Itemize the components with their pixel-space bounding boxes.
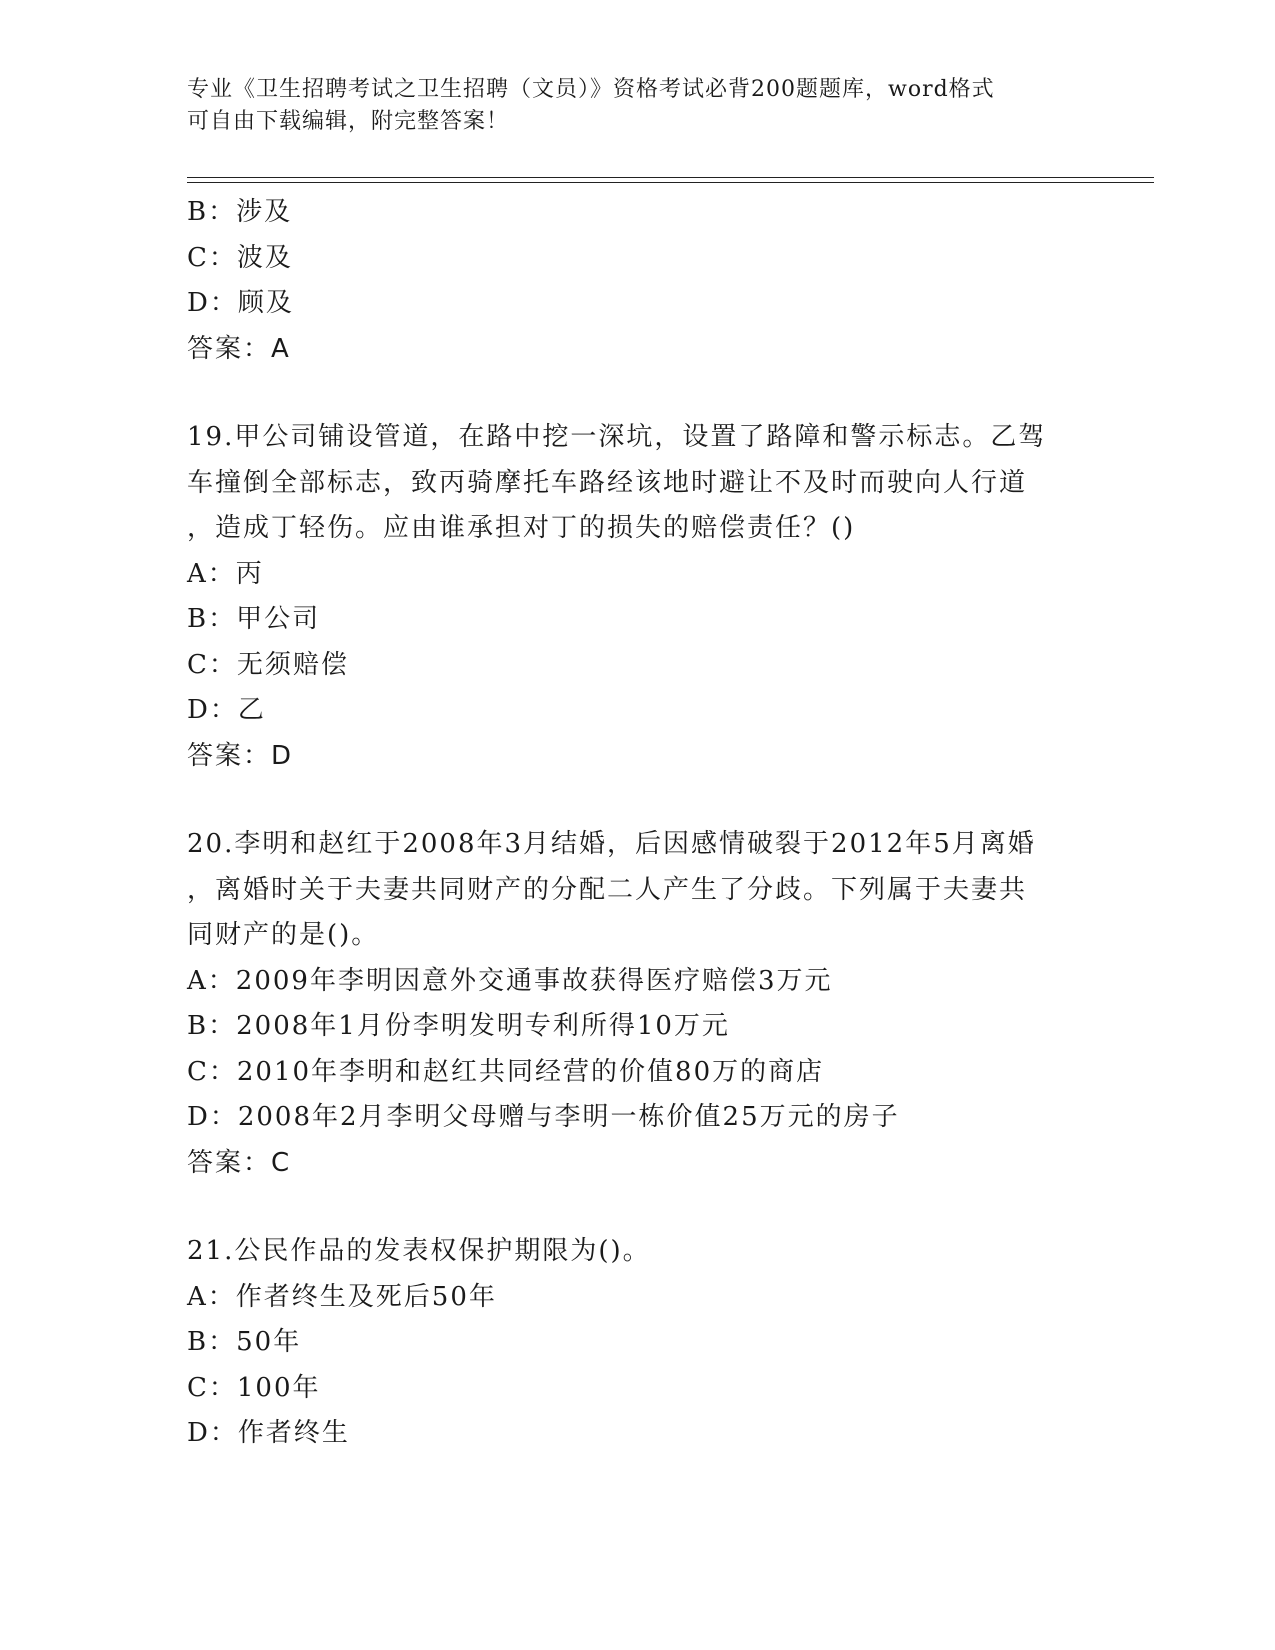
option-a: A：丙	[187, 558, 264, 589]
answer-line: 答案：D	[187, 740, 294, 771]
question-stem-line: 20.李明和赵红于2008年3月结婚，后因感情破裂于2012年5月离婚	[187, 829, 1036, 859]
option-c: C：2010年李明和赵红共同经营的价值80万的商店	[187, 1056, 825, 1087]
option-d: D：2008年2月李明父母赠与李明一栋价值25万元的房子	[187, 1102, 900, 1132]
option-d: D：作者终生	[187, 1418, 350, 1448]
option-d: D：顾及	[187, 288, 294, 318]
question-stem-line: 同财产的是()。	[187, 920, 380, 950]
option-c: C：100年	[187, 1372, 321, 1403]
option-c: C：波及	[187, 242, 293, 273]
question-list	[187, 190, 1087, 1457]
header-divider-top	[187, 177, 1154, 178]
answer-line: 答案：C	[187, 1147, 292, 1178]
header-title-line-1: 专业《卫生招聘考试之卫生招聘（文员）》资格考试必背200题题库，word格式	[187, 77, 995, 102]
question-stem-line: 21.公民作品的发表权保护期限为()。	[187, 1236, 651, 1266]
question-stem-line: 车撞倒全部标志，致丙骑摩托车路经该地时避让不及时而驶向人行道	[187, 467, 1028, 498]
question-19	[187, 415, 1087, 779]
option-b: B：甲公司	[187, 604, 321, 634]
option-a: A：作者终生及死后50年	[187, 1281, 497, 1312]
header-divider-bottom	[187, 182, 1154, 183]
option-c: C：无须赔偿	[187, 649, 349, 680]
option-a: A：2009年李明因意外交通事故获得医疗赔偿3万元	[187, 965, 833, 996]
question-18-continued	[187, 190, 1087, 372]
question-21	[187, 1229, 1087, 1457]
question-stem-line: ，离婚时关于夫妻共同财产的分配二人产生了分歧。下列属于夫妻共	[187, 874, 1028, 905]
option-b: B：50年	[187, 1327, 302, 1357]
question-stem-line: ，造成丁轻伤。应由谁承担对丁的损失的赔偿责任？()	[187, 513, 856, 543]
document-header	[187, 74, 1087, 138]
question-20	[187, 822, 1087, 1186]
header-title-line-2: 可自由下载编辑，附完整答案！	[187, 109, 510, 134]
option-b: B：2008年1月份李明发明专利所得10万元	[187, 1011, 730, 1041]
option-d: D：乙	[187, 695, 266, 725]
option-b: B：涉及	[187, 197, 293, 227]
answer-line: 答案：A	[187, 333, 291, 364]
question-stem-line: 19.甲公司铺设管道，在路中挖一深坑，设置了路障和警示标志。乙驾	[187, 422, 1047, 452]
